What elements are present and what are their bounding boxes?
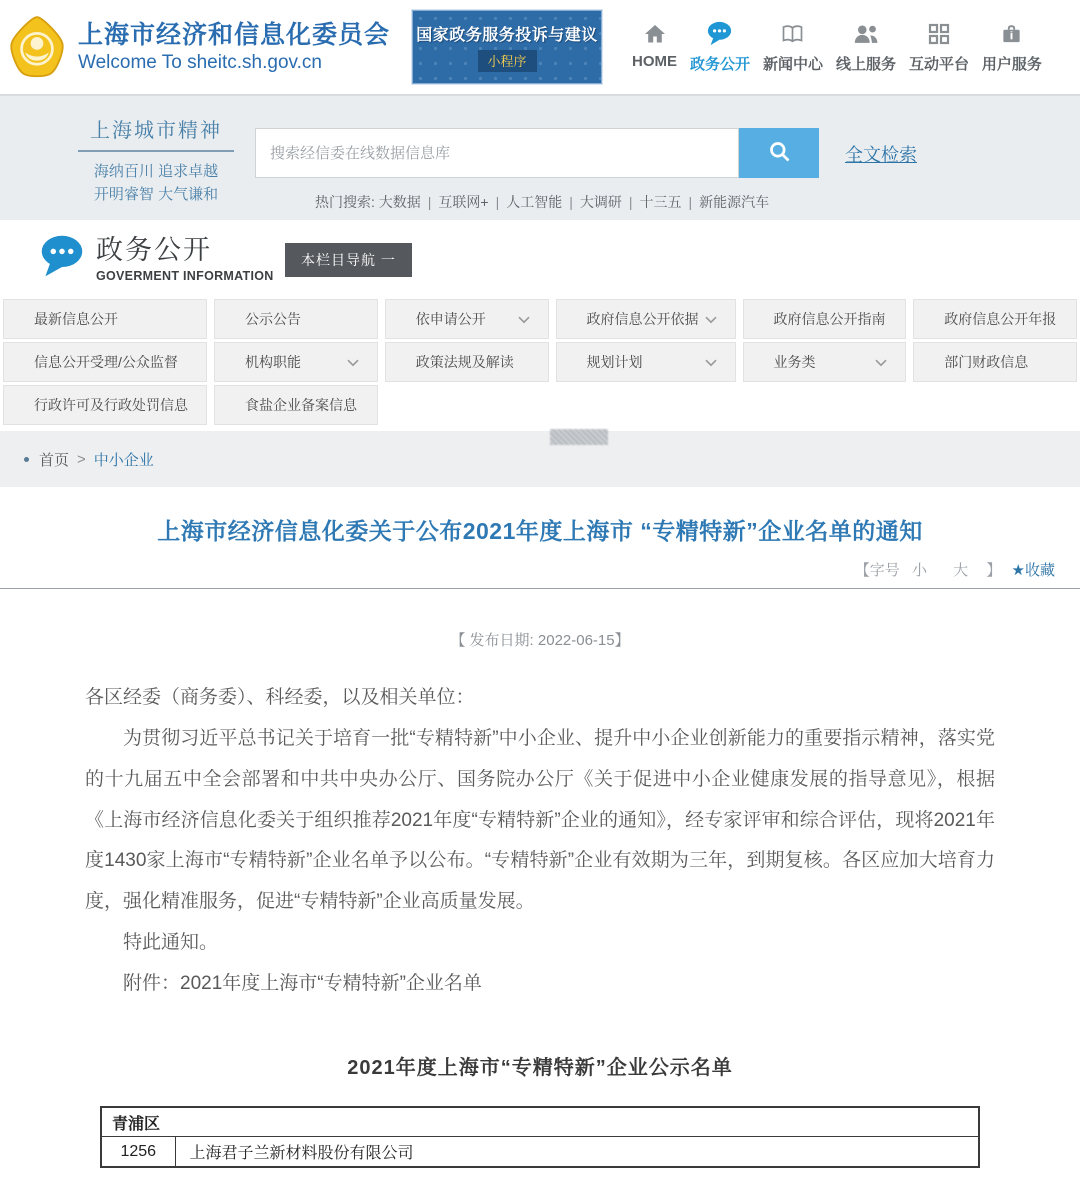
grid-icon xyxy=(927,20,951,46)
hot-keyword[interactable]: 十三五 xyxy=(639,194,682,210)
nav-news-center[interactable]: 新闻中心 xyxy=(763,20,823,74)
nav-home[interactable]: HOME xyxy=(632,20,677,74)
grid-item-planning[interactable]: 规划计划 xyxy=(556,342,736,382)
breadcrumb xyxy=(24,449,154,470)
article-tools xyxy=(0,559,1080,580)
breadcrumb-separator: > xyxy=(77,451,86,468)
hot-keyword[interactable]: 大调研 xyxy=(579,194,622,210)
chevron-down-icon xyxy=(347,354,359,370)
bottom-padding xyxy=(0,1168,1080,1204)
font-smaller-button[interactable]: 小 xyxy=(911,562,927,579)
font-larger-button[interactable]: 大 xyxy=(953,562,969,579)
open-book-icon xyxy=(780,20,805,46)
chevron-down-icon xyxy=(875,354,887,370)
article-body xyxy=(85,678,995,1005)
section-subtitle: GOVERMENT INFORMATION xyxy=(96,269,274,283)
grid-item-on-request[interactable]: 依申请公开 xyxy=(385,299,549,339)
grid-item-disclosure-guide[interactable]: 政府信息公开指南 xyxy=(743,299,907,339)
article-title: 上海市经济信息化委关于公布2021年度上海市 “专精特新”企业名单的通知 xyxy=(157,518,923,544)
chevron-down-icon xyxy=(705,354,717,370)
grid-item-disclosure-basis[interactable]: 政府信息公开依据 xyxy=(556,299,736,339)
paragraph: 为贯彻习近平总书记关于培育一批“专精特新”中小企业、提升中小企业创新能力的重要指示精神，落实党的十九届五中全会部署和中共中央办公厅、国务院办公厅《关于促进中小企业健康发展的指导意见》，根据《上海市经济信息化委关于组织推荐2021年度“专精特新”企业的通知》，经专家评审和综合评估，现将2021年度1430家上海市“专精特新”企业名单予以公布。“专精特新”企业有效期为三年，到期复核。各区应加大培育力度，强化精准服务，促进“专精特新”企业高质量发展。 xyxy=(85,727,995,913)
table-row xyxy=(101,1137,979,1167)
city-spirit-title: 上海城市精神 xyxy=(78,114,234,152)
title-divider xyxy=(0,588,1080,589)
speech-bubble-icon xyxy=(706,20,733,46)
nav-gov-info[interactable]: 政务公开 xyxy=(690,20,750,74)
mini-program-badge: 小程序 xyxy=(478,50,537,72)
site-title-block xyxy=(78,20,390,75)
hot-keyword[interactable]: 互联网+ xyxy=(438,194,489,210)
breadcrumb-band xyxy=(0,431,1080,487)
city-emblem-logo xyxy=(8,12,66,82)
section-title-block xyxy=(96,228,274,283)
gov-info-nav-grid xyxy=(0,295,1080,431)
search-button[interactable] xyxy=(739,128,819,178)
grid-item-acceptance-supervision[interactable]: 信息公开受理/公众监督 xyxy=(3,342,207,382)
article xyxy=(0,487,1080,1204)
grid-item-annual-report[interactable]: 政府信息公开年报 xyxy=(913,299,1077,339)
blurred-watermark xyxy=(550,429,608,445)
grid-item-finance-info[interactable]: 部门财政信息 xyxy=(913,342,1077,382)
company-table xyxy=(100,1106,980,1168)
breadcrumb-bullet xyxy=(24,457,29,462)
chevron-down-icon xyxy=(518,311,530,327)
grid-item-licensing-penalty[interactable]: 行政许可及行政处罚信息 xyxy=(3,385,207,425)
font-size-label: 【字号 xyxy=(854,562,900,579)
hot-keyword[interactable]: 新能源汽车 xyxy=(699,194,770,210)
grid-item-functions[interactable]: 机构职能 xyxy=(214,342,378,382)
top-nav xyxy=(602,20,1070,74)
city-spirit-block xyxy=(78,114,234,207)
column-nav-toggle-button[interactable]: 本栏目导航 一 xyxy=(285,243,412,277)
grid-item-latest-info[interactable]: 最新信息公开 xyxy=(3,299,207,339)
company-number-cell: 1256 xyxy=(101,1137,175,1167)
nav-user-service[interactable]: 用户服务 xyxy=(982,20,1042,74)
hot-search-label: 热门搜索: xyxy=(315,194,375,210)
home-icon xyxy=(643,20,667,46)
city-spirit-lines: 海纳百川 追求卓越 开明睿智 大气谦和 xyxy=(93,163,219,204)
grid-item-salt-enterprise[interactable]: 食盐企业备案信息 xyxy=(214,385,378,425)
font-size-label-close: 】 xyxy=(986,562,1002,579)
search-band xyxy=(0,96,1080,220)
fulltext-search-link[interactable]: 全文检索 xyxy=(845,145,917,165)
users-icon xyxy=(852,20,880,46)
site-name: 上海市经济和信息化委员会 xyxy=(78,20,391,49)
grid-item-announcements[interactable]: 公示公告 xyxy=(214,299,378,339)
favorite-button[interactable]: ★收藏 xyxy=(1011,562,1055,579)
hot-keyword[interactable]: 人工智能 xyxy=(506,194,563,210)
publish-date: 【 发布日期: 2022-06-15】 xyxy=(450,632,630,649)
company-name-cell: 上海君子兰新材料股份有限公司 xyxy=(175,1137,979,1167)
region-header-cell: 青浦区 xyxy=(101,1107,979,1137)
site-subtitle: Welcome To sheitc.sh.gov.cn xyxy=(78,51,322,73)
nav-online-service[interactable]: 线上服务 xyxy=(836,20,896,74)
breadcrumb-current-link[interactable]: 中小企业 xyxy=(93,452,154,469)
search-input[interactable] xyxy=(255,128,739,178)
hot-keyword[interactable]: 大数据 xyxy=(378,194,421,210)
paragraph: 特此通知。 xyxy=(123,932,219,954)
hot-search-row: 热门搜索: 大数据 | 互联网+ | 人工智能 | 大调研 | 十三五 | 新能源汽车 xyxy=(315,194,770,210)
grid-item-policies[interactable]: 政策法规及解读 xyxy=(385,342,549,382)
attachment-line: 附件：2021年度上海市“专精特新”企业名单 xyxy=(123,972,482,994)
company-list-title: 2021年度上海市“专精特新”企业公示名单 xyxy=(347,1056,733,1079)
table-region-row xyxy=(101,1107,979,1137)
top-header xyxy=(0,0,1080,96)
gov-banner-title: 国家政务服务投诉与建议 xyxy=(416,27,598,44)
nav-interactive-platform[interactable]: 互动平台 xyxy=(909,20,969,74)
speech-bubble-icon xyxy=(38,233,86,284)
chevron-down-icon xyxy=(705,311,717,327)
briefcase-icon xyxy=(1000,20,1023,46)
section-header xyxy=(0,220,1080,295)
grid-item-business[interactable]: 业务类 xyxy=(743,342,907,382)
search-icon xyxy=(766,138,793,168)
gov-service-banner[interactable] xyxy=(412,10,602,84)
breadcrumb-home-link[interactable]: 首页 xyxy=(39,452,70,469)
section-title: 政务公开 xyxy=(96,235,212,265)
salutation: 各区经委（商务委）、科经委，以及相关单位： xyxy=(85,687,475,708)
